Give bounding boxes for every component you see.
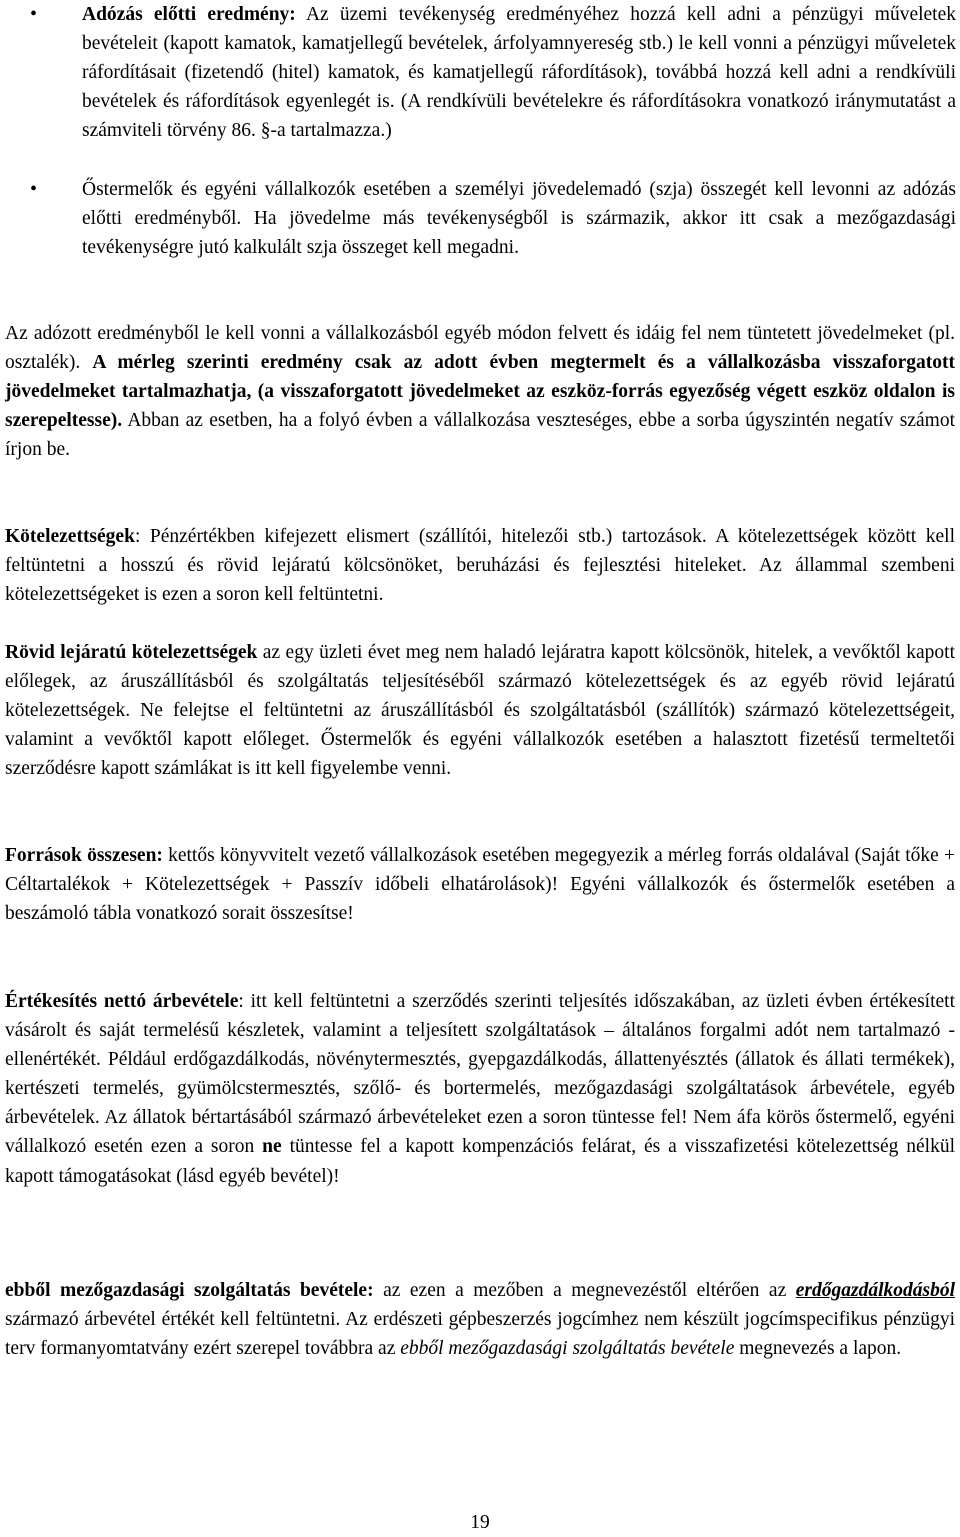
term-total-sources: Források összesen:	[5, 845, 163, 866]
term-pretax-result: Adózás előtti eredmény:	[82, 4, 296, 25]
term-net-sales-revenue: Értékesítés nettó árbevétele	[5, 991, 239, 1012]
paragraph-net-sales-revenue: Értékesítés nettó árbevétele: itt kell feltüntetni a szerződés szerinti teljesítés időszakában, az üzleti évben értékesített vásárolt és saját termelésű készletek, valamint a teljesített szolgáltatások – általános forgalmi adót nem tartalmazó - ellenértékét. Például erdőgazdálkodás, növénytermesztés, gyepgazdálkodás, állattenyésztés (állatok és állati termékek), kertészeti termelés, gyümölcstermesztés, szőlő- és bortermelés, mezőgazdasági szolgáltatások árbevétele, egyéb árbevételek. Az állatok bértartásából származó árbevételeket ezen a soron tüntesse fel! Nem áfa körös őstermelő, egyéni vállalkozó esetén ezen a soron ne tüntesse fel a kapott kompenzációs felárat, és a visszafizetési kötelezettség nélkül kapott támogatásokat (lásd egyéb bevétel)!	[5, 991, 955, 1187]
bullet-icon: •	[30, 3, 38, 25]
bullet-text: Adózás előtti eredmény: Az üzemi tevékenység eredményéhez hozzá kell adni a pénzügyi műveletek bevételeit (kapott kamatok, kamatjellegű bevételek, árfolyamnyereség stb.) le kell vonni a pénzügyi műveletek ráfordításait (fizetendő (hitel) kamatok, és kamatjellegű ráfordítások), továbbá hozzá kell adni a rendkívüli bevételek és ráfordítások egyenlegét is. (A rendkívüli bevételekre és ráfordításokra vonatkozó iránymutatást a számviteli törvény 86. §-a tartalmazza.)	[82, 4, 957, 142]
term-short-term-liabilities: Rövid lejáratú kötelezettségek	[5, 642, 258, 663]
paragraph-after-tax-result: Az adózott eredményből le kell vonni a vállalkozásból egyéb módon felvett és idáig fel nem tüntetett jövedelmeket (pl. osztalék). A mérleg szerinti eredmény csak az adott évben megtermelt és a vállalkozásba visszaforgatott jövedelmeket tartalmazhatja, (a visszaforgatott jövedelmeket az eszköz-forrás egyezőség végett eszköz oldalon is szerepeltesse). Abban az esetben, ha a folyó évben a vállalkozása veszteséges, ebbe a sorba úgyszintén negatív számot írjon be.	[5, 323, 955, 461]
paragraph-liabilities: Kötelezettségek: Pénzértékben kifejezett elismert (szállítói, hitelezői stb.) tartozások. A kötelezettségek között kell feltüntetni a hosszú és rövid lejáratú kölcsönöket, beruházási és fejlesztési hiteleket. Az állammal szembeni kötelezettségeket is ezen a soron kell feltüntetni.	[5, 526, 955, 606]
paragraph-agricultural-service-revenue: ebből mezőgazdasági szolgáltatás bevétele: az ezen a mezőben a megnevezéstől eltérően az erdőgazdálkodásból származó árbevétel értékét kell feltüntetni. Az erdészeti gépbeszerzés jogcímhez nem készült jogcímspecifikus pénzügyi terv formanyomtatvány ezért szerepel továbbra az ebből mezőgazdasági szolgáltatás bevétele megnevezés a lapon.	[5, 1280, 955, 1360]
term-liabilities: Kötelezettségek	[5, 526, 135, 547]
paragraph-short-term-liabilities: Rövid lejáratú kötelezettségek az egy üzleti évet meg nem haladó lejáratra kapott kölcsönök, hitelek, a vevőktől kapott előlegek, az áruszállításból és szolgáltatás teljesítéséből származó kötelezettségek és az egyéb rövid lejáratú kötelezettségek. Ne felejtse el feltüntetni az áruszállításból és szolgáltatásból (szállítók) származó kötelezettségeit, valamint a vevőktől kapott előleget. Őstermelők és egyéni vállalkozók esetében a halasztott fizetésű termeltetői szerződésre kapott számlákat is itt kell figyelembe venni.	[5, 642, 955, 780]
page-number: 19	[470, 1512, 490, 1533]
bullet-item-pretax-result	[12, 0, 956, 145]
bullet-icon: •	[30, 178, 38, 200]
bullet-item-primary-producers	[12, 175, 956, 262]
bullet-text: Őstermelők és egyéni vállalkozók esetében a személyi jövedelemadó (szja) összegét kell levonni az adózás előtti eredményből. Ha jövedelme más tevékenységből is származik, akkor itt csak a mezőgazdasági tevékenységre jutó kalkulált szja összeget kell megadni.	[82, 179, 956, 259]
term-agricultural-service-revenue: ebből mezőgazdasági szolgáltatás bevétele:	[5, 1280, 374, 1301]
paragraph-total-sources: Források összesen: kettős könyvvitelt vezető vállalkozások esetében megegyezik a mérleg forrás oldalával (Saját tőke + Céltartalékok + Kötelezettségek + Passzív időbeli elhatárolások)! Egyéni vállalkozók és őstermelők esetében a beszámoló tábla vonatkozó sorait összesítse!	[5, 845, 955, 925]
